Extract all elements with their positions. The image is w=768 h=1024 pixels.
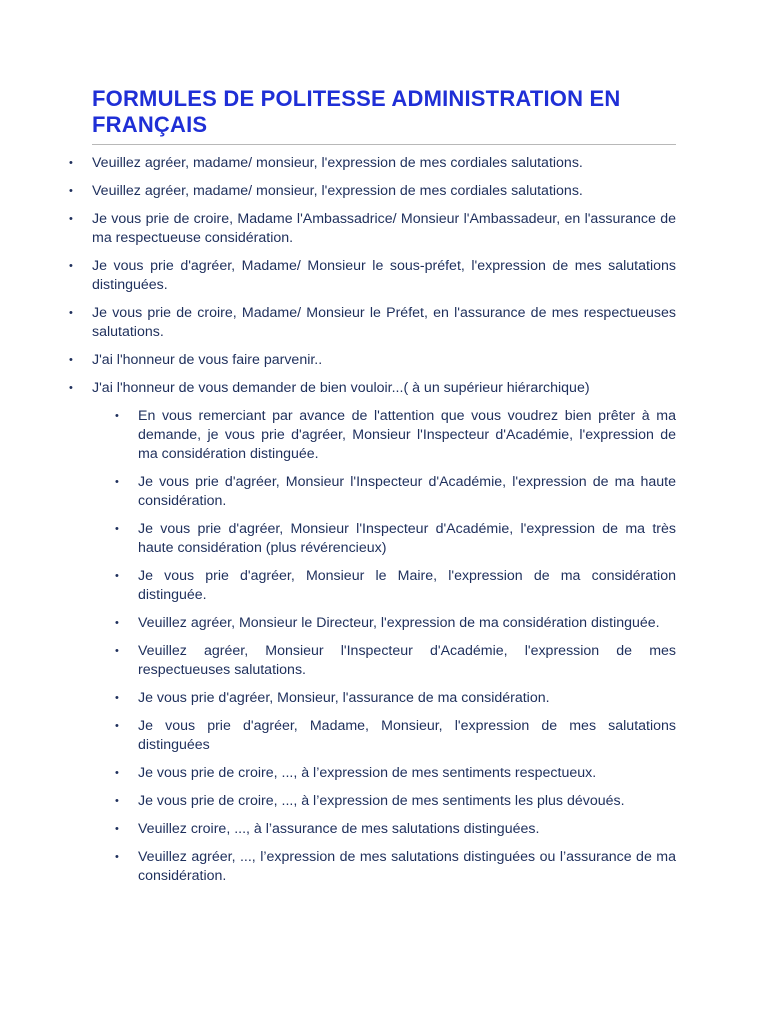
sub-list-item: [108, 717, 676, 755]
bullet-icon: •: [69, 213, 73, 225]
sub-list-item: [108, 614, 676, 633]
sub-list-item: [108, 792, 676, 811]
list-item: [62, 304, 676, 342]
sub-list-item-text: Je vous prie de croire, ..., à l’expression de mes sentiments respectueux.: [138, 765, 597, 781]
bullet-icon: •: [115, 851, 119, 863]
sub-list-item-text: Veuillez croire, ..., à l’assurance de mes salutations distinguées.: [138, 821, 540, 837]
formula-list: [62, 154, 676, 886]
list-item: [62, 210, 676, 248]
sub-list-item: [108, 567, 676, 605]
list-item: [62, 379, 676, 886]
bullet-icon: •: [69, 157, 73, 169]
sub-list-item-text: Veuillez agréer, ..., l’expression de mes salutations distinguées ou l’assurance de ma considération.: [138, 849, 676, 884]
bullet-icon: •: [115, 523, 119, 535]
bullet-icon: •: [69, 185, 73, 197]
sub-list-item-text: Je vous prie d'agréer, Monsieur l'Inspecteur d'Académie, l'expression de ma haute considération.: [138, 474, 676, 509]
bullet-icon: •: [115, 767, 119, 779]
sub-list-item: [108, 764, 676, 783]
bullet-icon: •: [115, 823, 119, 835]
list-item-text: J'ai l'honneur de vous demander de bien vouloir...( à un supérieur hiérarchique): [92, 380, 590, 396]
list-item-text: J'ai l'honneur de vous faire parvenir..: [92, 352, 323, 368]
bullet-icon: •: [69, 307, 73, 319]
sub-list-item-text: Veuillez agréer, Monsieur l'Inspecteur d'Académie, l'expression de mes respectueuses salutations.: [138, 643, 676, 678]
sub-list-item-text: En vous remerciant par avance de l'attention que vous voudrez bien prêter à ma demande, je vous prie d'agréer, Monsieur l'Inspecteur d'Académie, l'expression de ma considération distinguée.: [138, 408, 676, 462]
sub-list-item: [108, 820, 676, 839]
document-page: [69, 86, 676, 895]
bullet-icon: •: [115, 476, 119, 488]
bullet-icon: •: [115, 570, 119, 582]
sub-list-item: [108, 848, 676, 886]
sub-list-item-text: Je vous prie d'agréer, Monsieur, l'assurance de ma considération.: [138, 690, 550, 706]
sub-list-item-text: Je vous prie d'agréer, Monsieur le Maire, l'expression de ma considération distinguée.: [138, 568, 676, 603]
bullet-icon: •: [115, 720, 119, 732]
sub-list-item: [108, 689, 676, 708]
list-item-text: Je vous prie de croire, Madame/ Monsieur le Préfet, en l'assurance de mes respectueuses salutations.: [92, 305, 676, 340]
bullet-icon: •: [69, 354, 73, 366]
list-item-text: Je vous prie de croire, Madame l'Ambassadrice/ Monsieur l'Ambassadeur, en l'assurance de ma respectueuse considération.: [92, 211, 676, 246]
list-item-text: Je vous prie d'agréer, Madame/ Monsieur le sous-préfet, l'expression de mes salutations distinguées.: [92, 258, 676, 293]
sub-list-item-text: Je vous prie de croire, ..., à l’expression de mes sentiments les plus dévoués.: [138, 793, 625, 809]
sub-list-item: [108, 407, 676, 464]
sub-list-item-text: Je vous prie d'agréer, Monsieur l'Inspecteur d'Académie, l'expression de ma très haute considération (plus révérencieux): [138, 521, 676, 556]
bullet-icon: •: [115, 795, 119, 807]
sub-list-item: [108, 642, 676, 680]
list-item-text: Veuillez agréer, madame/ monsieur, l'expression de mes cordiales salutations.: [92, 155, 583, 171]
sub-list-item-text: Je vous prie d'agréer, Madame, Monsieur, l'expression de mes salutations distinguées: [138, 718, 676, 753]
list-item: [62, 257, 676, 295]
list-item: [62, 154, 676, 173]
bullet-icon: •: [69, 382, 73, 394]
sub-list-item-text: Veuillez agréer, Monsieur le Directeur, l'expression de ma considération distinguée.: [138, 615, 660, 631]
list-item: [62, 182, 676, 201]
sub-list-item: [108, 473, 676, 511]
bullet-icon: •: [115, 645, 119, 657]
list-item: [62, 351, 676, 370]
sub-formula-list: [108, 407, 676, 886]
document-title: FORMULES DE POLITESSE ADMINISTRATION EN FRANÇAIS: [92, 86, 676, 145]
bullet-icon: •: [115, 617, 119, 629]
bullet-icon: •: [115, 410, 119, 422]
bullet-icon: •: [69, 260, 73, 272]
sub-list-item: [108, 520, 676, 558]
bullet-icon: •: [115, 692, 119, 704]
list-item-text: Veuillez agréer, madame/ monsieur, l'expression de mes cordiales salutations.: [92, 183, 583, 199]
